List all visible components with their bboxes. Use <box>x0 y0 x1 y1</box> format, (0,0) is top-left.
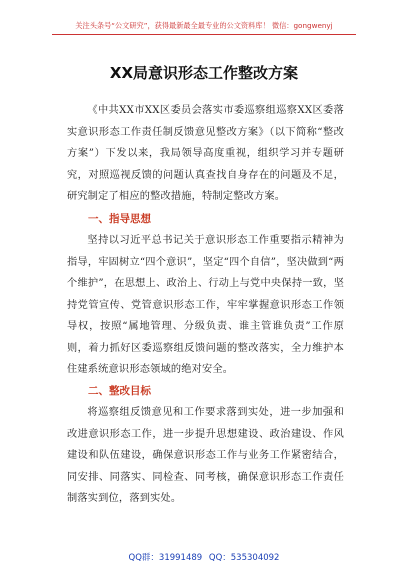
intro-paragraph: 《中共XX市XX区委员会落实市委巡察组巡察XX区委落实意识形态工作责任制反馈意见整改方案》（以下简称“整改方案”）下发以来，我局领导高度重视，组织学习并专题研究，对照巡视反馈的问题认真查找自身存在的问题及不足，研究制定了相应的整改措施，特制定整改方案。 <box>67 105 344 202</box>
section-heading-guiding-ideology: 一、指导思想 <box>88 212 151 225</box>
section-body-rectification-goals: 将巡察组反馈意见和工作要求落到实处，进一步加强和改进意识形态工作，进一步提升思想建设、政治建设、作风建设和队伍建设，确保意识形态工作与业务工作紧密结合，同安排、同落实、同检查、同考核，确保意识形态工作责任制落实到位，落到实处。 <box>67 407 344 504</box>
document-body <box>67 100 344 510</box>
footer-contact: QQ群：31991489 QQ：535304092 <box>128 553 280 563</box>
section-heading-rectification-goals: 二、整改目标 <box>88 384 151 397</box>
section-body-guiding-ideology: 坚持以习近平总书记关于意识形态工作重要指示精神为指导，牢固树立“四个意识”，坚定“四个自信”，坚决做到“两个维护”，在思想上、政治上、行动上与党中央保持一致，坚持党管宣传、党管意识形态工作，牢牢掌握意识形态工作领导权，按照“属地管理、分级负责、谁主管谁负责”工作原则，着力抓好区委巡察组反馈问题的整改落实，全力维护本住建系统意识形态领域的绝对安全。 <box>67 235 344 375</box>
top-banner: 关注头条号“公文研究”，获得最新最全最专业的公文资料库！ 微信：gongwenyj <box>52 21 356 35</box>
document-title: XX局意识形态工作整改方案 <box>109 64 299 82</box>
